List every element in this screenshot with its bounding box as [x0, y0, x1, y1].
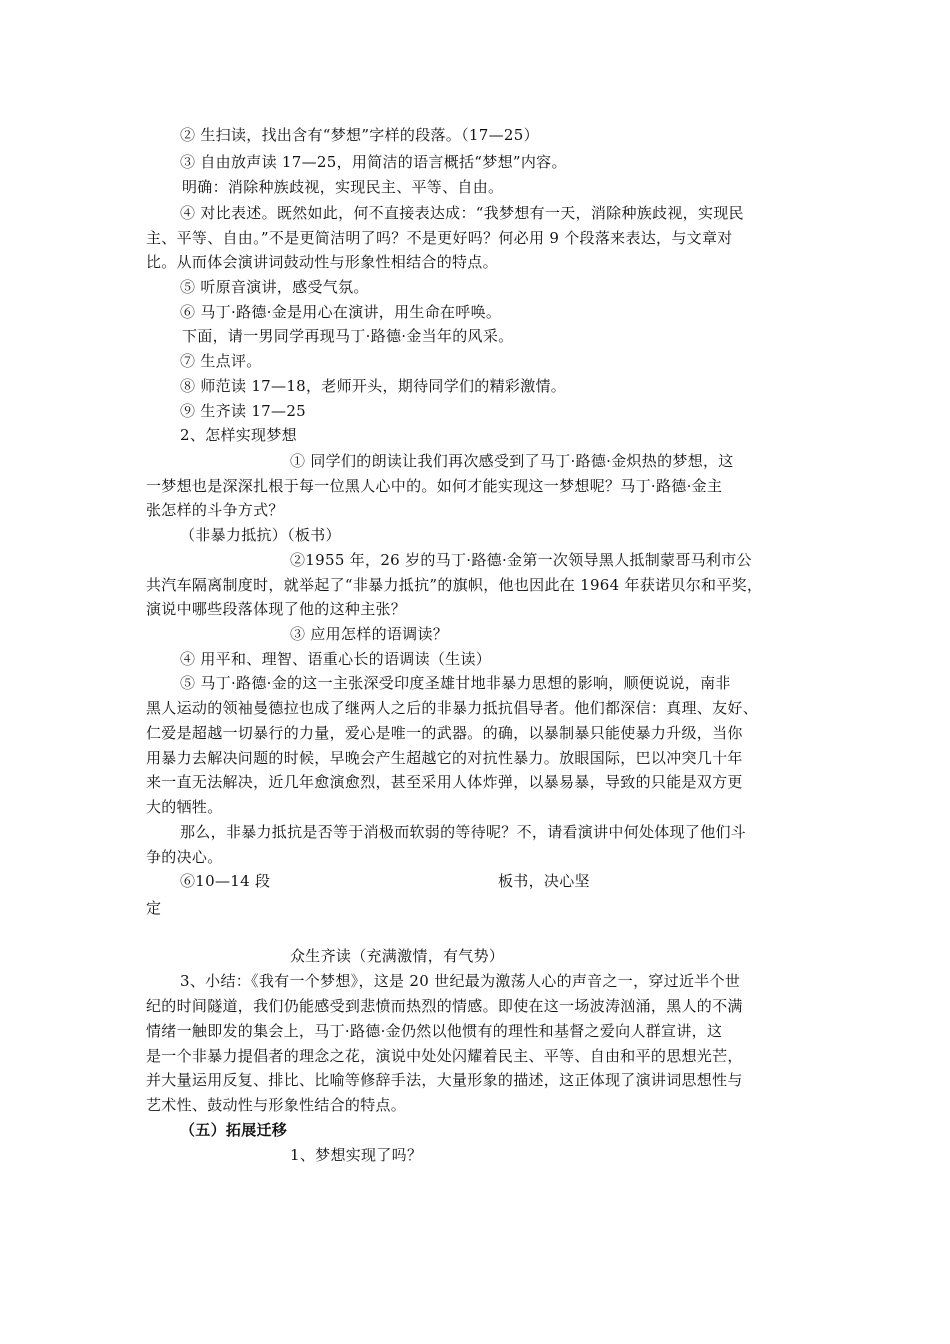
text-line: ① 同学们的朗读让我们再次感受到了马丁·路德·金炽热的梦想，这 — [290, 452, 734, 470]
text-line: 用暴力去解决问题的时候，早晚会产生超越它的对抗性暴力。放眼国际，巴以冲突几十年 — [146, 749, 743, 767]
text-line: 演说中哪些段落体现了他的这种主张？ — [146, 600, 407, 618]
text-line: ③ 应用怎样的语调读？ — [290, 625, 449, 643]
text-line: 众生齐读（充满激情，有气势） — [290, 947, 505, 965]
text-line: 明确：消除种族歧视，实现民主、平等、自由。 — [182, 178, 504, 196]
text-line: 仁爱是超越一切暴行的力量，爱心是唯一的武器。的确，以暴制暴只能使暴力升级，当你 — [146, 724, 743, 742]
text-line: ⑧ 师范读 17—18，老师开头，期待同学们的精彩激情。 — [180, 377, 567, 395]
text-line: ④ 用平和、理智、语重心长的语调读（生读） — [180, 650, 492, 668]
text-line: ② 生扫读，找出含有“梦想”字样的段落。（17—25） — [180, 126, 539, 144]
text-line: 主、平等、自由。”不是更简洁明了吗？不是更好吗？何必用 9 个段落来表达，与文章对 — [146, 229, 733, 247]
text-line: 黑人运动的领袖曼德拉也成了继两人之后的非暴力抵抗倡导者。他们都深信：真理、友好、 — [146, 699, 759, 717]
text-line: ③ 自由放声读 17—25，用简洁的语言概括“梦想”内容。 — [180, 153, 567, 171]
text-line: 大的牺牲。 — [146, 798, 223, 816]
section-heading: （五）拓展迁移 — [180, 1121, 288, 1139]
text-line: 艺术性、鼓动性与形象性结合的特点。 — [146, 1096, 407, 1114]
text-line: 定 — [146, 899, 162, 917]
text-line: 纪的时间隧道，我们仍能感受到悲愤而热烈的情感。即使在这一场波涛汹涌，黑人的不满 — [146, 997, 743, 1015]
text-line: 争的决心。 — [146, 848, 223, 866]
text-line: 比。从而体会演讲词鼓动性与形象性相结合的特点。 — [146, 253, 498, 271]
text-line: ⑤ 马丁·路德·金的这一主张深受印度圣雄甘地非暴力思想的影响，顺便说说，南非 — [180, 674, 731, 692]
text-line: 1、梦想实现了吗？ — [290, 1146, 423, 1164]
text-line: ⑥ 马丁·路德·金是用心在演讲，用生命在呼唤。 — [180, 303, 502, 321]
text-line: ④ 对比表述。既然如此，何不直接表达成：“我梦想有一天，消除种族歧视，实现民 — [180, 204, 744, 222]
text-line: 板书，决心坚 — [498, 872, 590, 890]
text-line: 下面，请一男同学再现马丁·路德·金当年的风采。 — [182, 327, 514, 345]
text-line: ②1955 年，26 岁的马丁·路德·金第一次领导黑人抵制蒙哥马利市公 — [290, 551, 752, 569]
text-line: ⑨ 生齐读 17—25 — [180, 402, 307, 420]
text-line: 张怎样的斗争方式？ — [146, 501, 284, 519]
text-line: （非暴力抵抗）（板书） — [180, 526, 341, 544]
text-line: ⑥10—14 段 — [180, 872, 271, 890]
text-line: 是一个非暴力提倡者的理念之花，演说中处处闪耀着民主、平等、自由和平的思想光芒， — [146, 1047, 743, 1065]
text-line: 情绪一触即发的集会上，马丁·路德·金仍然以他惯有的理性和基督之爱向人群宣讲，这 — [146, 1022, 723, 1040]
text-line: 那么，非暴力抵抗是否等于消极而软弱的等待呢？不，请看演讲中何处体现了他们斗 — [180, 823, 747, 841]
text-line: ⑤ 听原音演讲，感受气氛。 — [180, 278, 369, 296]
text-line: 来一直无法解决，近几年愈演愈烈，甚至采用人体炸弹，以暴易暴，导致的只能是双方更 — [146, 773, 743, 791]
text-line: 一梦想也是深深扎根于每一位黑人心中的。如何才能实现这一梦想呢？马丁·路德·金主 — [146, 477, 723, 495]
text-line: 并大量运用反复、排比、比喻等修辞手法，大量形象的描述，这正体现了演讲词思想性与 — [146, 1071, 743, 1089]
section-heading: 2、怎样实现梦想 — [180, 426, 297, 444]
text-line: ⑦ 生点评。 — [180, 352, 262, 370]
text-line: 共汽车隔离制度时，就举起了“非暴力抵抗”的旗帜，他也因此在 1964 年获诺贝尔和平奖， — [146, 576, 763, 594]
text-line: 3、小结：《我有一个梦想》，这是 20 世纪最为激荡人心的声音之一，穿过近半个世 — [180, 972, 741, 990]
